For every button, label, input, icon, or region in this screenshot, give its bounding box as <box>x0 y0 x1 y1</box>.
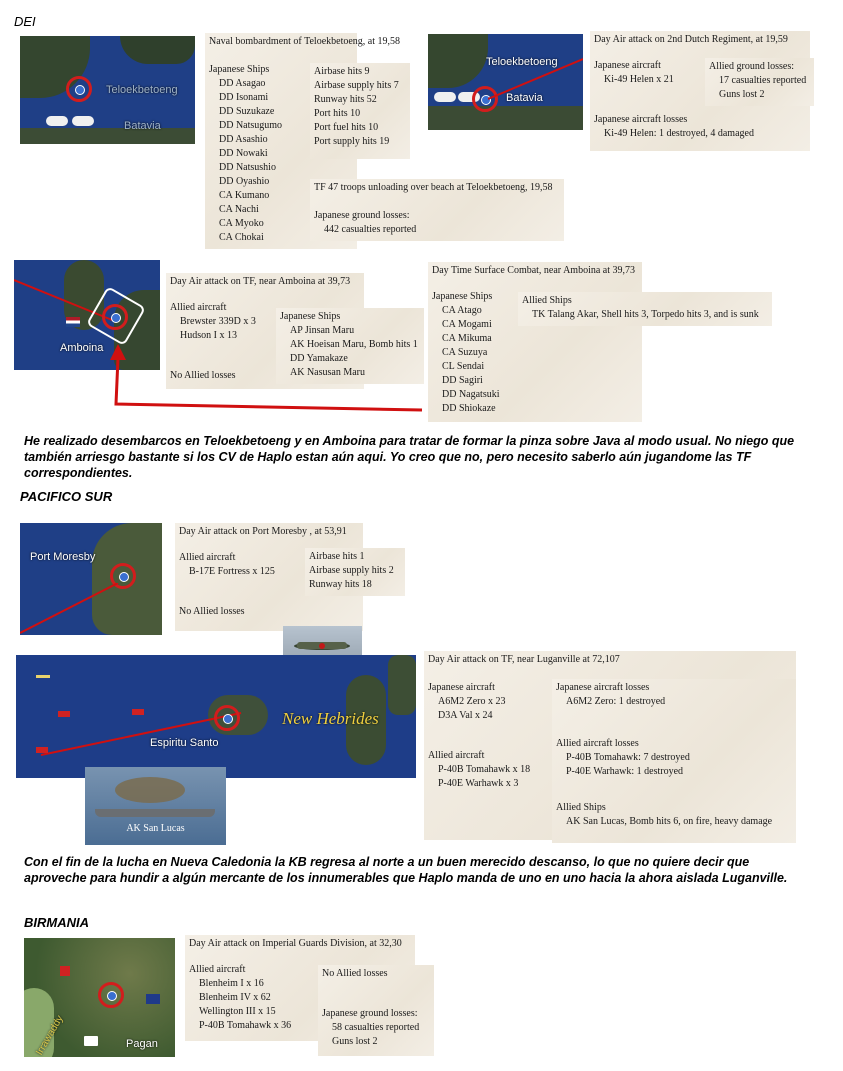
japanese-ships-header: Japanese Ships <box>280 311 341 322</box>
list-item: DD Nowaki <box>219 148 268 159</box>
jp-aircraft-item: Ki-49 Helen x 21 <box>604 74 674 85</box>
cloud-icon <box>46 116 68 126</box>
smoke-icon <box>115 777 185 803</box>
naval-title: Naval bombardment of Teloekbetoeng, at 19,58 <box>209 36 401 47</box>
tf47-panel <box>310 179 564 241</box>
no-losses-text: No Allied losses <box>322 968 388 979</box>
japan-flag-icon <box>84 1036 98 1046</box>
list-item: CA Atago <box>442 305 482 316</box>
ship-icon[interactable] <box>58 711 70 717</box>
list-item: CA Nachi <box>219 204 259 215</box>
unit-icon[interactable] <box>36 675 50 678</box>
target-marker[interactable] <box>66 76 92 102</box>
list-item: DD Yamakaze <box>290 353 348 364</box>
jp-ships-header: Japanese Ships <box>432 291 493 302</box>
list-item: CA Myoko <box>219 218 264 229</box>
allied-ground-guns: Guns lost 2 <box>719 89 765 100</box>
hit-item: Port hits 10 <box>314 108 361 119</box>
list-item: DD Nagatsuki <box>442 389 500 400</box>
map-label-amboina: Amboina <box>60 342 104 354</box>
map-new-hebrides[interactable] <box>16 655 416 778</box>
allied-aircraft-header: Allied aircraft <box>428 750 485 761</box>
surface-title: Day Time Surface Combat, near Amboina at 39,73 <box>432 265 636 276</box>
moresby-title: Day Air attack on Port Moresby , at 53,91 <box>179 526 347 537</box>
section-title-birmania: BIRMANIA <box>24 915 89 930</box>
list-item: D3A Val x 24 <box>438 710 493 721</box>
ship-icon[interactable] <box>132 709 144 715</box>
map-label-port-moresby: Port Moresby <box>30 551 96 563</box>
list-item: Hudson I x 13 <box>180 330 237 341</box>
list-item: DD Natsushio <box>219 162 276 173</box>
map-label-teloekbetoeng: Teloekbetoeng <box>106 84 178 96</box>
list-item: B-17E Fortress x 125 <box>189 566 275 577</box>
note-pacifico: Con el fin de la lucha en Nueva Caledonia la KB regresa al norte a un buen merecido descanso, lo que no quiere decir que aproveche para hundir a algún mercante de los innumerables que Haplo manda de uno en uno hacia la ahora aislada Luganville. <box>24 855 788 885</box>
list-item: DD Sagiri <box>442 375 483 386</box>
naval-hits-panel <box>310 63 410 159</box>
ship-name: AK San Lucas <box>126 823 185 834</box>
jp-loss-item: A6M2 Zero: 1 destroyed <box>566 696 666 707</box>
allied-aircraft-header: Allied aircraft <box>179 552 236 563</box>
map-burma[interactable] <box>24 938 175 1057</box>
map-teloekbetoeng[interactable] <box>20 36 195 144</box>
amboina-surface-panel <box>428 262 642 422</box>
map-label-batavia: Batavia <box>124 120 161 132</box>
target-marker[interactable] <box>98 982 124 1008</box>
list-item: DD Suzukaze <box>219 106 275 117</box>
hit-item: Airbase supply hits 7 <box>314 80 399 91</box>
ground-guns: Guns lost 2 <box>332 1036 378 1047</box>
list-item: P-40B Tomahawk x 36 <box>199 1020 292 1031</box>
hit-item: Port supply hits 19 <box>314 136 390 147</box>
list-item: CA Suzuya <box>442 347 488 358</box>
list-item: P-40E Warhawk x 3 <box>438 778 519 789</box>
section-title-dei: DEI <box>14 14 36 29</box>
list-item: A6M2 Zero x 23 <box>438 696 506 707</box>
allied-ships-header: Allied Ships <box>556 802 606 813</box>
attack-line <box>20 583 120 635</box>
jp-loss-header: Japanese aircraft losses <box>556 682 650 693</box>
uk-flag-icon <box>146 994 160 1004</box>
ground-losses-header: Japanese ground losses: <box>314 210 410 221</box>
amboina-air-title: Day Air attack on TF, near Amboina at 39,73 <box>170 276 351 287</box>
target-marker[interactable] <box>214 705 240 731</box>
list-item: CL Sendai <box>442 361 485 372</box>
ground-cas: 58 casualties reported <box>332 1022 420 1033</box>
list-item: Brewster 339D x 3 <box>180 316 256 327</box>
map-label-batavia: Batavia <box>506 92 543 104</box>
japanese-ships-header: Japanese Ships <box>209 64 270 75</box>
list-item: Blenheim IV x 62 <box>199 992 271 1003</box>
map-label-new-hebrides: New Hebrides <box>282 709 379 728</box>
list-item: AK Hoeisan Maru, Bomb hits 1 <box>290 339 418 350</box>
unit-icon[interactable] <box>60 966 70 976</box>
list-item: DD Shiokaze <box>442 403 496 414</box>
ship-tile-ak-san-lucas[interactable] <box>85 767 226 845</box>
target-marker[interactable] <box>102 304 128 330</box>
allied-ground-header: Allied ground losses: <box>709 61 794 72</box>
allied-aircraft-header: Allied aircraft <box>189 964 246 975</box>
ground-losses-value: 442 casualties reported <box>324 224 417 235</box>
list-item: Wellington III x 15 <box>199 1006 276 1017</box>
luganville-title: Day Air attack on TF, near Luganville at 72,107 <box>428 654 620 665</box>
jp-aircraft-header: Japanese aircraft <box>428 682 495 693</box>
allied-aircraft-header: Allied aircraft <box>170 302 227 313</box>
list-item: DD Asagao <box>219 78 266 89</box>
allied-ship-item: AK San Lucas, Bomb hits 6, on fire, heavy damage <box>566 816 773 827</box>
map-dutch-regiment[interactable] <box>428 34 583 130</box>
allied-ships-header: Allied Ships <box>522 295 572 306</box>
map-label-teloekbetoeng: Teloekbetoeng <box>486 56 558 68</box>
list-item: P-40B Tomahawk x 18 <box>438 764 531 775</box>
list-item: DD Asashio <box>219 134 268 145</box>
allied-ship-item: TK Talang Akar, Shell hits 3, Torpedo hits 3, and is sunk <box>532 309 759 320</box>
map-label-irrawaddy: Irrawaddy <box>34 1013 66 1057</box>
no-losses-text: No Allied losses <box>179 606 245 617</box>
dutch-title: Day Air attack on 2nd Dutch Regiment, at 19,59 <box>594 34 788 45</box>
ship-icon[interactable] <box>36 747 48 753</box>
ground-losses-header: Japanese ground losses: <box>322 1008 418 1019</box>
allied-ground-losses-panel <box>705 58 814 106</box>
luganville-losses-panel <box>552 679 796 843</box>
no-losses-text: No Allied losses <box>170 370 236 381</box>
allied-ground-cas: 17 casualties reported <box>719 75 807 86</box>
cloud-icon <box>72 116 94 126</box>
section-title-pacifico: PACIFICO SUR <box>20 489 113 504</box>
list-item: CA Chokai <box>219 232 264 243</box>
note-dei: He realizado desembarcos en Teloekbetoeng y en Amboina para tratar de formar la pinza sobre Java al modo usual. No niego que también arriesgo bastante si los CV de Haplo estan aún aqui. Yo creo que no, pero necesito saberlo aún jugandome las TF correspondientes. <box>24 434 795 480</box>
allied-ships-panel <box>518 292 772 326</box>
list-item: Blenheim I x 16 <box>199 978 264 989</box>
jp-aircraft-header: Japanese aircraft <box>594 60 661 71</box>
dutch-flag-icon <box>66 317 80 327</box>
list-item: P-40E Warhawk: 1 destroyed <box>566 766 684 777</box>
map-label-pagan: Pagan <box>126 1038 158 1050</box>
moresby-hits-panel <box>305 548 405 596</box>
list-item: AK Nasusan Maru <box>290 367 365 378</box>
hit-item: Port fuel hits 10 <box>314 122 379 133</box>
list-item: CA Mikuma <box>442 333 492 344</box>
list-item: CA Kumano <box>219 190 270 201</box>
cloud-icon <box>434 92 456 102</box>
tf47-title: TF 47 troops unloading over beach at Teloekbetoeng, 19,58 <box>314 182 553 193</box>
hit-item: Airbase hits 1 <box>309 551 365 562</box>
map-label-espiritu-santo: Espiritu Santo <box>150 737 219 749</box>
list-item: DD Natsugumo <box>219 120 283 131</box>
guards-title: Day Air attack on Imperial Guards Division, at 32,30 <box>189 938 402 949</box>
hit-item: Airbase supply hits 2 <box>309 565 394 576</box>
jp-loss-header: Japanese aircraft losses <box>594 114 688 125</box>
list-item: DD Oyashio <box>219 176 270 187</box>
list-item: AP Jinsan Maru <box>290 325 355 336</box>
map-port-moresby[interactable] <box>20 523 162 635</box>
list-item: DD Isonami <box>219 92 269 103</box>
red-arrow <box>100 340 430 415</box>
hit-item: Runway hits 18 <box>309 579 372 590</box>
guards-losses-panel <box>318 965 434 1056</box>
list-item: P-40B Tomahawk: 7 destroyed <box>566 752 690 763</box>
allied-loss-header: Allied aircraft losses <box>556 738 639 749</box>
list-item: CA Mogami <box>442 319 492 330</box>
hit-item: Airbase hits 9 <box>314 66 370 77</box>
hit-item: Runway hits 52 <box>314 94 377 105</box>
jp-loss-item: Ki-49 Helen: 1 destroyed, 4 damaged <box>604 128 754 139</box>
ship-hull-icon <box>95 809 215 817</box>
